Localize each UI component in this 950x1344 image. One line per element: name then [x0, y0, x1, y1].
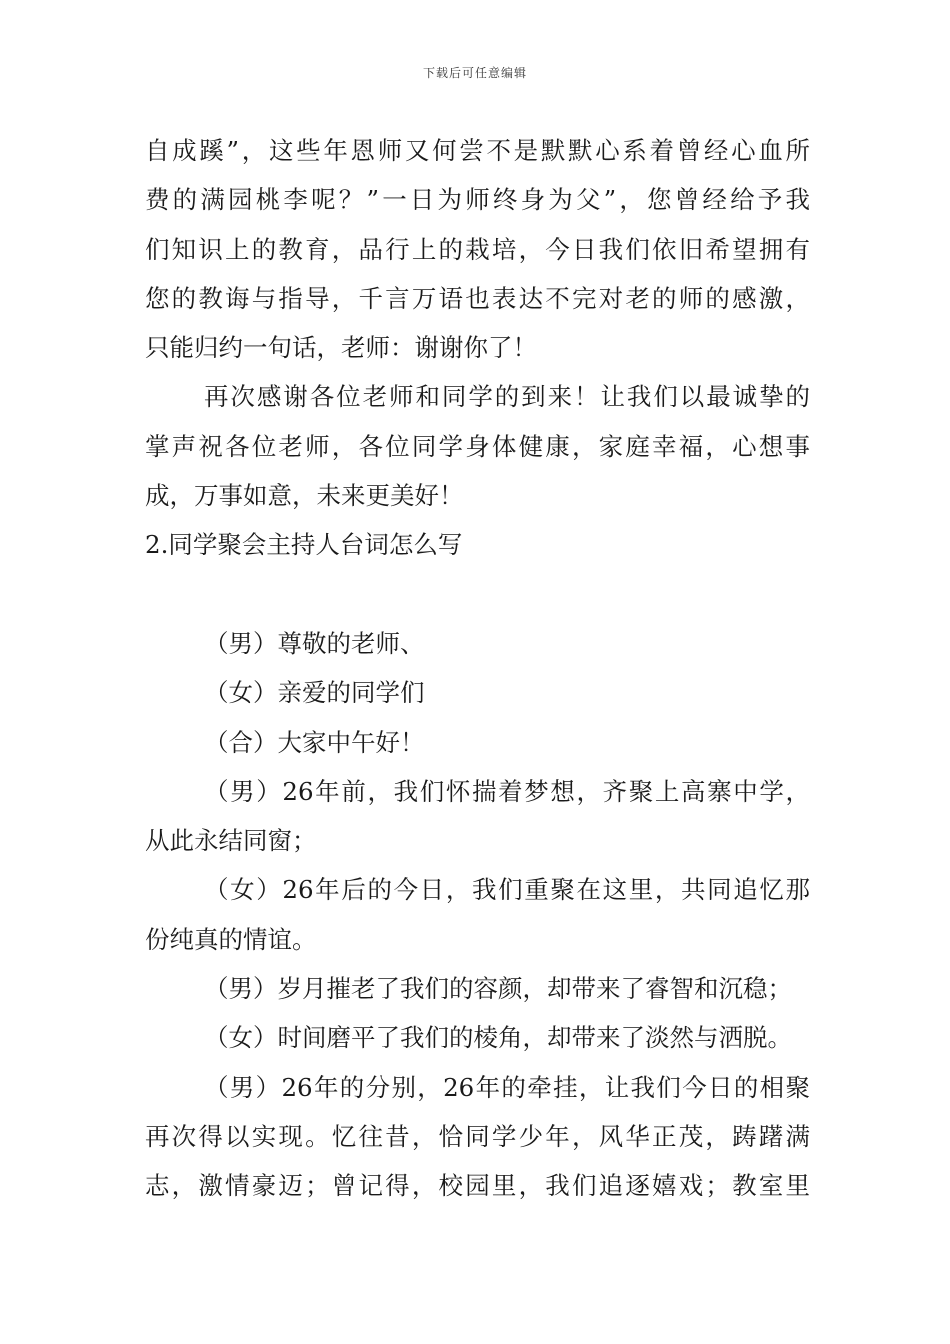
- blank-line: [145, 570, 810, 619]
- dialogue-line: （男）26年前，我们怀揣着梦想，齐聚上高寨中学，: [204, 776, 810, 806]
- text-line: 您的教诲与指导，千言万语也表达不完对老的师的感激，: [145, 283, 810, 313]
- section-heading: 2.同学聚会主持人台词怎么写: [145, 530, 463, 560]
- text-line: 只能归约一句话，老师：谢谢你了！: [145, 333, 537, 363]
- text-line: 从此永结同窗；: [145, 826, 317, 856]
- dialogue-line: （女）26年后的今日，我们重聚在这里，共同追忆那: [204, 875, 810, 905]
- dialogue-line: （男）尊敬的老师、: [204, 628, 425, 658]
- dialogue-line: （男）岁月摧老了我们的容颜，却带来了睿智和沉稳；: [204, 974, 792, 1004]
- text-line: 志，激情豪迈；曾记得，校园里，我们追逐嬉戏；教室里: [145, 1171, 810, 1201]
- text-line: 自成蹊”，这些年恩师又何尝不是默默心系着曾经心血所: [145, 136, 810, 165]
- dialogue-line: （合）大家中午好！: [204, 727, 425, 757]
- text-line: 们知识上的教育，品行上的栽培，今日我们依旧希望拥有: [145, 234, 810, 264]
- page-header-note: 下载后可任意编辑: [422, 66, 527, 80]
- text-line: 再次得以实现。忆往昔，恰同学少年，风华正茂，踌躇满: [145, 1121, 810, 1151]
- dialogue-line: （男）26年的分别，26年的牵挂，让我们今日的相聚: [204, 1072, 810, 1102]
- paragraph-start: 再次感谢各位老师和同学的到来！让我们以最诚挚的: [204, 382, 810, 412]
- text-line: 掌声祝各位老师，各位同学身体健康，家庭幸福，心想事: [145, 431, 810, 461]
- dialogue-line: （女）时间磨平了我们的棱角，却带来了淡然与洒脱。: [204, 1023, 792, 1053]
- dialogue-line: （女）亲爱的同学们: [204, 678, 425, 708]
- document-body: [145, 126, 810, 1211]
- text-line: 份纯真的情谊。: [145, 924, 317, 954]
- text-line: 费的满园桃李呢？”一日为师终身为父”，您曾经给予我: [145, 185, 810, 215]
- text-line: 成，万事如意，未来更美好！: [145, 481, 464, 511]
